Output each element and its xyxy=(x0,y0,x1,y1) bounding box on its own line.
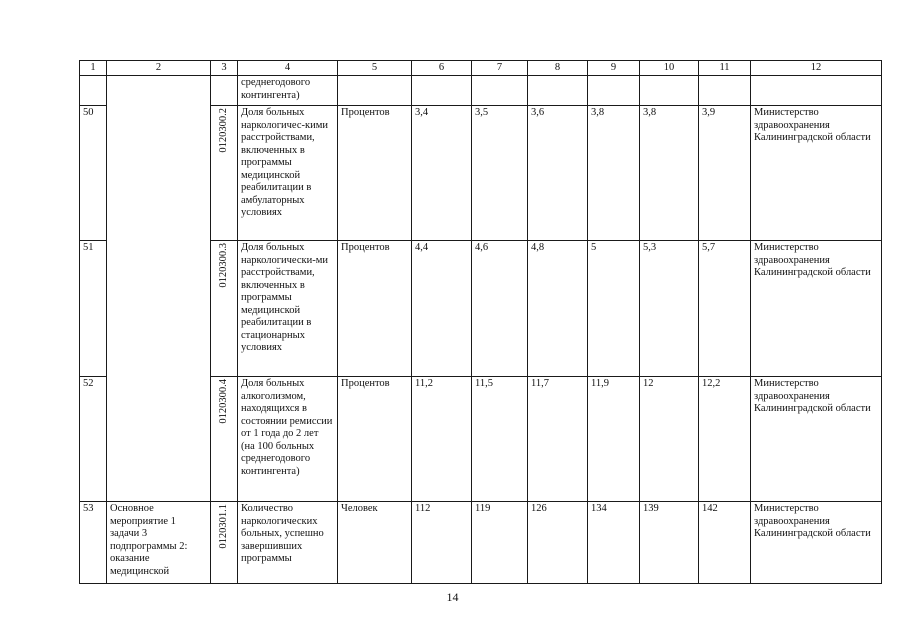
value-col9: 3,8 xyxy=(588,106,640,241)
value-col7: 4,6 xyxy=(472,241,528,377)
col-header: 2 xyxy=(107,61,211,76)
col-header: 1 xyxy=(80,61,107,76)
col-header: 9 xyxy=(588,61,640,76)
unit: Человек xyxy=(338,502,412,584)
page-number: 14 xyxy=(446,590,459,604)
value-col7: 3,5 xyxy=(472,106,528,241)
responsible-org: Министерство здравоохранения Калининградской области xyxy=(751,241,882,377)
header-row xyxy=(80,61,882,76)
row-number: 50 xyxy=(80,106,107,241)
value-col10: 12 xyxy=(640,377,699,502)
responsible-org: Министерство здравоохранения Калининградской области xyxy=(751,377,882,502)
value-col10: 139 xyxy=(640,502,699,584)
indicator-desc: Доля больных наркологичес-кими расстройствами, включенных в программы медицинской реабилитации в амбулаторных условиях xyxy=(238,106,338,241)
col-header: 3 xyxy=(211,61,238,76)
indicator-desc: Доля больных наркологически-ми расстройствами, включенных в программы медицинской реабилитации в стационарных условиях xyxy=(238,241,338,377)
indicator-code: 0120301.1 xyxy=(211,502,238,584)
value-col7: 119 xyxy=(472,502,528,584)
responsible-org: Министерство здравоохранения Калининградской области xyxy=(751,502,882,584)
col-header: 10 xyxy=(640,61,699,76)
col-header: 8 xyxy=(528,61,588,76)
table-row-continued xyxy=(80,76,882,106)
value-col6: 3,4 xyxy=(412,106,472,241)
responsible-org: Министерство здравоохранения Калининградской области xyxy=(751,106,882,241)
indicator-code: 0120300.4 xyxy=(211,377,238,502)
value-col8: 3,6 xyxy=(528,106,588,241)
unit: Процентов xyxy=(338,106,412,241)
value-col6: 112 xyxy=(412,502,472,584)
indicator-code: 0120300.2 xyxy=(211,106,238,241)
col-header: 11 xyxy=(699,61,751,76)
col-header: 7 xyxy=(472,61,528,76)
row-number: 53 xyxy=(80,502,107,584)
merged-empty-cell xyxy=(107,76,211,502)
row-number: 52 xyxy=(80,377,107,502)
value-col8: 11,7 xyxy=(528,377,588,502)
value-col7: 11,5 xyxy=(472,377,528,502)
value-col6: 11,2 xyxy=(412,377,472,502)
indicator-desc: Доля больных алкоголизмом, находящихся в состоянии ремиссии от 1 года до 2 лет (на 100 больных среднегодового контингента) xyxy=(238,377,338,502)
row-number: 51 xyxy=(80,241,107,377)
indicator-code: 0120300.3 xyxy=(211,241,238,377)
col-header: 12 xyxy=(751,61,882,76)
value-col9: 5 xyxy=(588,241,640,377)
unit: Процентов xyxy=(338,241,412,377)
value-col11: 142 xyxy=(699,502,751,584)
activity-name: Основное мероприятие 1 задачи 3 подпрограммы 2: оказание медицинской xyxy=(107,502,211,584)
value-col9: 134 xyxy=(588,502,640,584)
value-col10: 5,3 xyxy=(640,241,699,377)
col-header: 5 xyxy=(338,61,412,76)
value-col11: 3,9 xyxy=(699,106,751,241)
indicator-desc: Количество наркологических больных, успешно завершивших программы xyxy=(238,502,338,584)
indicators-table xyxy=(79,60,882,584)
value-col11: 12,2 xyxy=(699,377,751,502)
table-row xyxy=(80,502,882,584)
value-col8: 4,8 xyxy=(528,241,588,377)
col-header: 4 xyxy=(238,61,338,76)
value-col6: 4,4 xyxy=(412,241,472,377)
indicator-desc: среднегодового контингента) xyxy=(238,76,338,106)
value-col8: 126 xyxy=(528,502,588,584)
col-header: 6 xyxy=(412,61,472,76)
value-col9: 11,9 xyxy=(588,377,640,502)
unit: Процентов xyxy=(338,377,412,502)
value-col11: 5,7 xyxy=(699,241,751,377)
value-col10: 3,8 xyxy=(640,106,699,241)
